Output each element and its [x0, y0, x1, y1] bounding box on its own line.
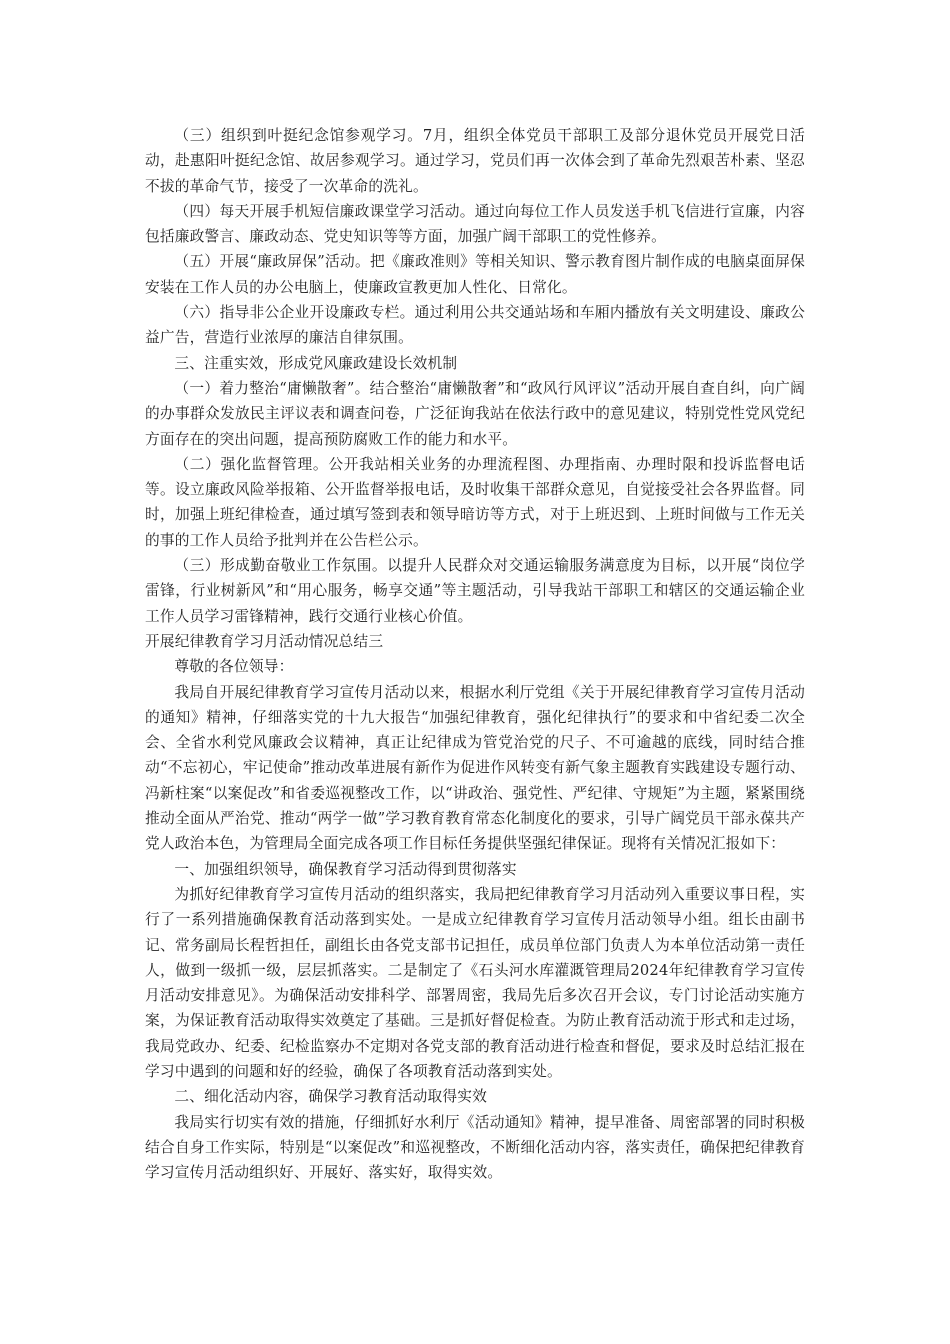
section-heading-2: 二、细化活动内容，确保学习教育活动取得实效 [174, 1088, 488, 1106]
document-body [145, 123, 805, 1185]
section-2-body: 我局实行切实有效的措施，仔细抓好水利厅《活动通知》精神，提早准备、周密部署的同时积极结合自身工作实际，特别是“以案促改”和巡视整改，不断细化活动内容，落实责任，确保把纪律教育学习宣传月活动组织好、开展好、落实好，取得实效。 [145, 1113, 805, 1182]
paragraph-item-3: （三）组织到叶挺纪念馆参观学习。7月，组织全体党员干部职工及部分退休党员开展党日活动，赴惠阳叶挺纪念馆、故居参观学习。通过学习，党员们再一次体会到了革命先烈艰苦朴素、坚忍不拔的革命气节，接受了一次革命的洗礼。 [145, 127, 805, 195]
paragraph-item-1: （一）着力整治“庸懒散奢”。结合整治“庸懒散奢”和“政风行风评议”活动开展自查自纠，向广阔的办事群众发放民主评议表和调查问卷，广泛征询我站在依法行政中的意见建议，特别党性党风党纪方面存在的突出问题，提高预防腐败工作的能力和水平。 [145, 379, 805, 448]
intro-paragraph: 我局自开展纪律教育学习宣传月活动以来，根据水利厅党组《关于开展纪律教育学习宣传月活动的通知》精神，仔细落实党的十九大报告“加强纪律教育，强化纪律执行”的要求和中省纪委二次全会、全省水利党风廉政会议精神，真正让纪律成为管党治党的尺子、不可逾越的底线，同时结合推动“不忘初心，牢记使命”推动改革进展有新作为促进作风转变有新气象主题教育实践建设专题行动、冯新柱案“以案促改”和省委巡视整改工作，以“讲政治、强党性、严纪律、守规矩”为主题，紧紧围绕推动全面从严治党、推动“两学一做”学习教育教育常态化制度化的要求，引导广阔党员干部永葆共产党人政治本色，为管理局全面完成各项工作目标任务提供坚强纪律保证。现将有关情况汇报如下： [145, 683, 805, 853]
paragraph-item-3b: （三）形成勤奋敬业工作氛围。以提升人民群众对交通运输服务满意度为目标，以开展“岗位学雷锋，行业树新风”和“用心服务，畅享交通”等主题活动，引导我站干部职工和辖区的交通运输企业工作人员学习雷锋精神，践行交通行业核心价值。 [145, 557, 805, 625]
document-title: 开展纪律教育学习月活动情况总结三 [145, 632, 384, 650]
paragraph-item-5: （五）开展“廉政屏保”活动。把《廉政准则》等相关知识、警示教育图片制作成的电脑桌面屏保安装在工作人员的办公电脑上，使廉政宣教更加人性化、日常化。 [145, 253, 805, 296]
section-heading-3: 三、注重实效，形成党风廉政建设长效机制 [174, 354, 458, 372]
section-heading-1: 一、加强组织领导，确保教育学习活动得到贯彻落实 [174, 860, 517, 878]
salutation: 尊敬的各位领导： [174, 658, 294, 676]
paragraph-item-2: （二）强化监督管理。公开我站相关业务的办理流程图、办理指南、办理时限和投诉监督电话等。设立廉政风险举报箱、公开监督举报电话，及时收集干部群众意见，自觉接受社会各界监督。同时，加强上班纪律检查，通过填写签到表和领导暗访等方式，对于上班迟到、上班时间做与工作无关的事的工作人员给予批判并在公告栏公示。 [145, 455, 805, 549]
section-1-body: 为抓好纪律教育学习宣传月活动的组织落实，我局把纪律教育学习月活动列入重要议事日程，实行了一系列措施确保教育活动落到实处。一是成立纪律教育学习宣传月活动领导小组。组长由副书记、常务副局长程哲担任，副组长由各党支部书记担任，成员单位部门负责人为本单位活动第一责任人，做到一级抓一级，层层抓落实。二是制定了《石头河水库灌溉管理局2024年纪律教育学习宣传月活动安排意见》。为确保活动安排科学、部署周密，我局先后多次召开会议，专门讨论活动实施方案，为保证教育活动取得实效奠定了基础。三是抓好督促检查。为防止教育活动流于形式和走过场，我局党政办、纪委、纪检监察办不定期对各党支部的教育活动进行检查和督促，要求及时总结汇报在学习中遇到的问题和好的经验，确保了各项教育活动落到实处。 [145, 885, 805, 1080]
paragraph-item-6: （六）指导非公企业开设廉政专栏。通过利用公共交通站场和车厢内播放有关文明建设、廉政公益广告，营造行业浓厚的廉洁自律氛围。 [145, 304, 805, 347]
paragraph-item-4: （四）每天开展手机短信廉政课堂学习活动。通过向每位工作人员发送手机飞信进行宣廉，内容包括廉政警言、廉政动态、党史知识等等方面，加强广阔干部职工的党性修养。 [145, 202, 805, 246]
